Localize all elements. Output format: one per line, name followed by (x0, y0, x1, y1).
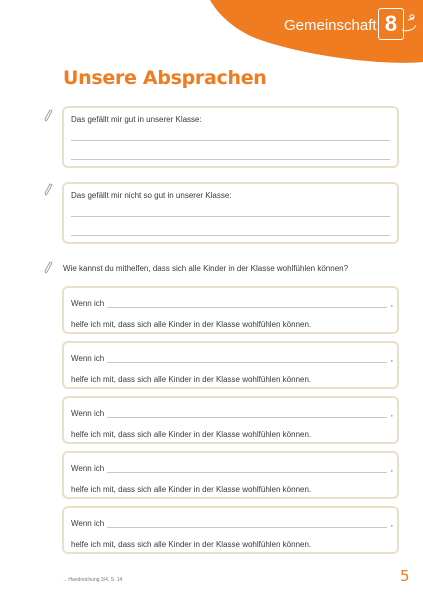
pencil-icon (44, 183, 53, 196)
answer-box[interactable] (62, 286, 399, 334)
answer-comma: , (390, 409, 393, 418)
handout-reference: → Handreichung 3/4, S. 14 (62, 577, 123, 583)
answer-prefix: Wenn ich (71, 299, 105, 308)
answer-prefix: Wenn ich (71, 409, 105, 418)
likes-label: Das gefällt mir gut in unserer Klasse: (71, 115, 202, 124)
answer-comma: , (390, 464, 393, 473)
answer-box[interactable] (62, 451, 399, 499)
answer-continuation: helfe ich mit, dass sich alle Kinder in der Klasse wohlfühlen können. (71, 320, 312, 329)
chapter-title: Gemeinschaft (284, 17, 377, 34)
answer-box[interactable] (62, 506, 399, 554)
answer-continuation: helfe ich mit, dass sich alle Kinder in der Klasse wohlfühlen können. (71, 430, 312, 439)
answer-box[interactable] (62, 341, 399, 389)
answer-line[interactable] (107, 417, 387, 418)
likes-box[interactable] (62, 106, 399, 168)
chapter-number: 8 (378, 8, 404, 40)
answer-continuation: helfe ich mit, dass sich alle Kinder in der Klasse wohlfühlen können. (71, 375, 312, 384)
answer-line[interactable] (107, 362, 387, 363)
answer-continuation: helfe ich mit, dass sich alle Kinder in der Klasse wohlfühlen können. (71, 485, 312, 494)
answer-comma: , (390, 519, 393, 528)
answer-box[interactable] (62, 396, 399, 444)
answer-comma: , (390, 354, 393, 363)
page-number: 5 (400, 567, 410, 585)
page-title: Unsere Absprachen (63, 67, 267, 89)
pencil-icon (44, 109, 53, 122)
dislikes-label: Das gefällt mir nicht so gut in unserer Klasse: (71, 191, 232, 200)
answer-line[interactable] (107, 472, 387, 473)
answer-prefix: Wenn ich (71, 464, 105, 473)
writing-line[interactable] (71, 159, 390, 160)
answer-line[interactable] (107, 527, 387, 528)
answer-comma: , (390, 299, 393, 308)
dislikes-box[interactable] (62, 182, 399, 244)
answer-prefix: Wenn ich (71, 519, 105, 528)
answer-line[interactable] (107, 307, 387, 308)
pencil-icon (44, 261, 53, 274)
answer-continuation: helfe ich mit, dass sich alle Kinder in der Klasse wohlfühlen können. (71, 540, 312, 549)
question-text: Wie kannst du mithelfen, dass sich alle Kinder in der Klasse wohlfühlen können? (63, 264, 349, 273)
writing-line[interactable] (71, 235, 390, 236)
writing-line[interactable] (71, 216, 390, 217)
writing-line[interactable] (71, 140, 390, 141)
answer-prefix: Wenn ich (71, 354, 105, 363)
